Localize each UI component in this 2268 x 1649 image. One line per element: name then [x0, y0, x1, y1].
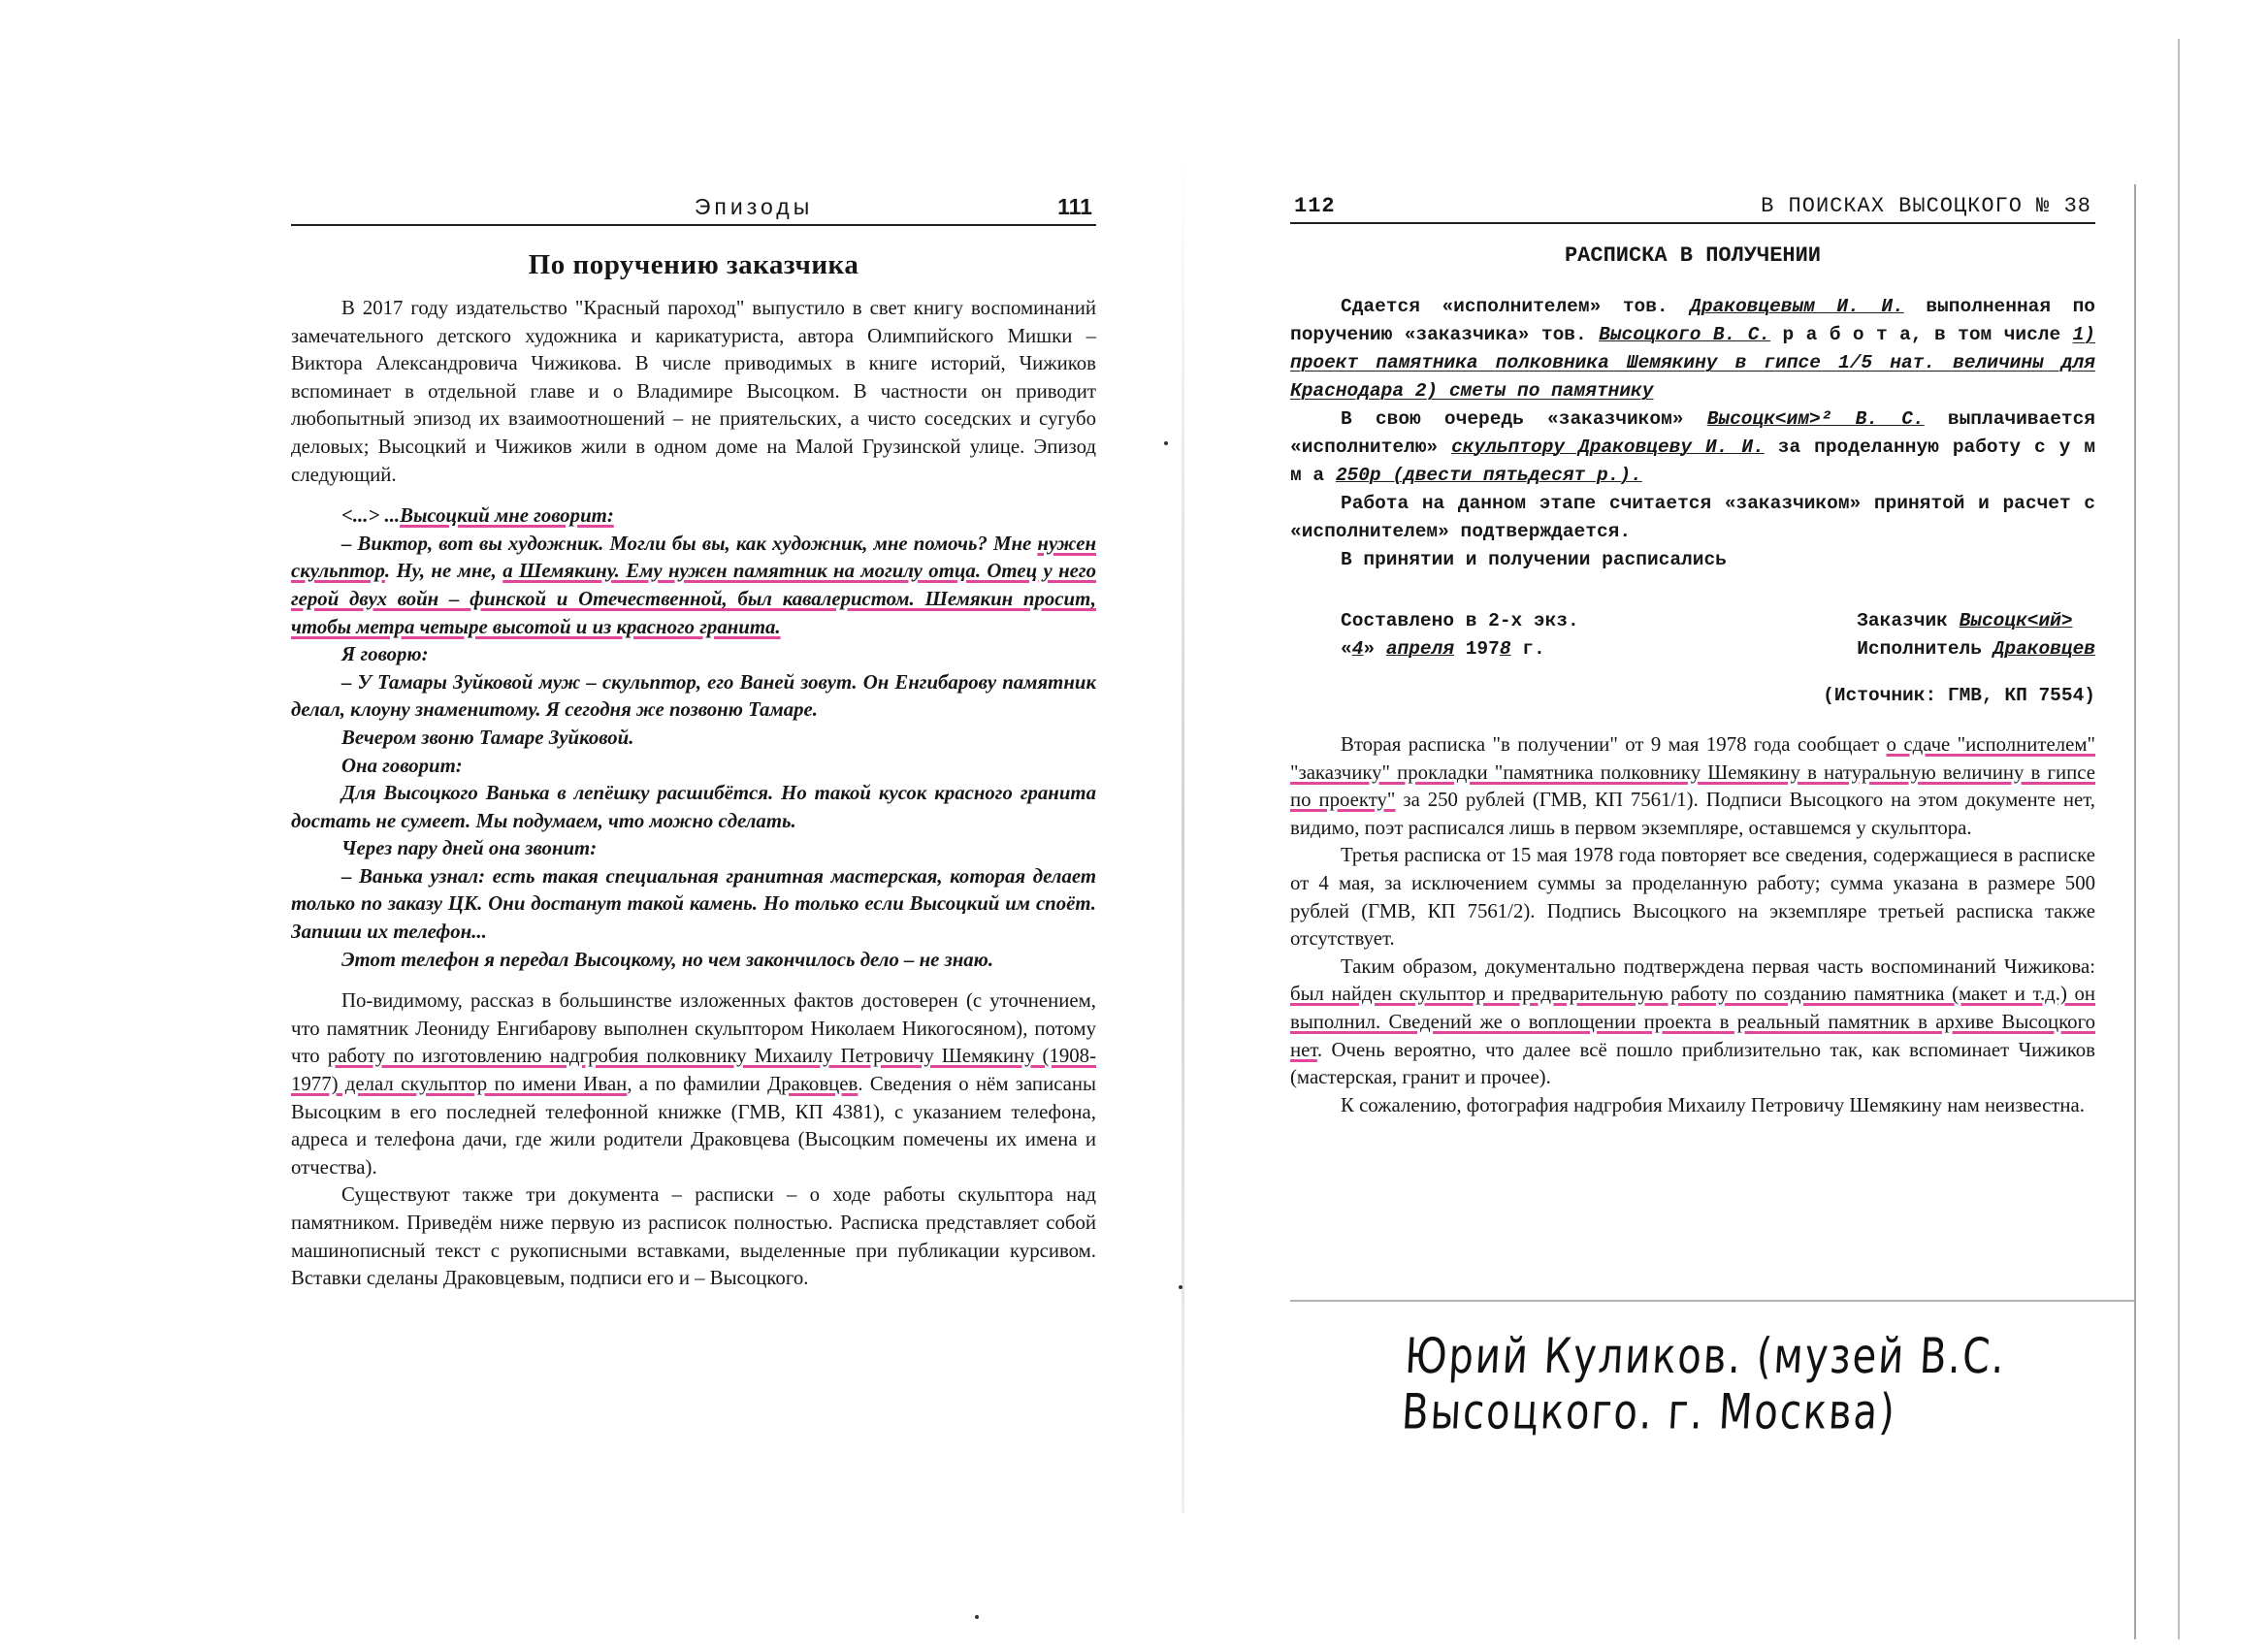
running-title: В ПОИСКАХ ВЫСОЦКОГО № 38 — [1761, 194, 2091, 218]
highlight: Высоцкий мне говорит: — [400, 504, 614, 528]
handwritten-insert: скульптору Драковцеву И. И. — [1451, 436, 1765, 458]
handwritten-insert: 250р (двести пятьдесят р.). — [1335, 465, 1642, 486]
highlight: а Шемякину. Ему нужен памятник на могилу отца. Отец у него герой двух войн – финской и Отечественной, был кавалеристом. Шемякин просит, чтобы метра четыре высотой и из красного гранита. — [291, 560, 1096, 638]
page-number: 112 — [1294, 194, 1336, 218]
receipt-date: «4» апреля 1978 г. — [1341, 638, 1545, 660]
executor-signature: Исполнитель Драковцев — [1857, 638, 2095, 660]
commentary-body — [1290, 731, 2095, 1119]
handwritten-insert: Высоцк<им>² В. С. — [1706, 408, 1925, 430]
highlight: о сдаче "исполнителем" "заказчику" прокладки "памятника полковнику Шемякину в натуральную величину в гипсе по проекту" — [1290, 733, 2095, 812]
highlight: работу по изготовлению надгробия полковнику Михаилу Петровичу Шемякину (1908-1977) делал скульптор по имени Иван — [291, 1045, 1096, 1096]
intro-paragraph: В 2017 году издательство "Красный пароход" выпустило в свет книгу воспоминаний замечательного детского художника и карикатуриста, автора Олимпийского Мишки – Виктора Александровича Чижикова. В числе приводимых в книге историй, Чижиков вспоминает в отдельной главе и о Владимире Высоцком. В частности он приводит любопытный эпизод их взаимоотношений – не приятельских, а чисто соседских и сугубо деловых; Высоцкий и Чижиков жили в одном доме на Малой Грузинской улице. Эпизод следующий. — [291, 297, 1096, 486]
running-header-left — [291, 194, 1096, 226]
handwritten-insert: Драковцевым И. И. — [1690, 296, 1904, 317]
body-paragraph: Третья расписка от 15 мая 1978 года повторяет все сведения, содержащиеся в расписке от 4 мая, за исключением суммы за проделанную работу; сумма указана в размере 500 рублей (ГМВ, КП 7561/2). Подпись Высоцкого на экземпляре третьей расписка также отсутствует. — [1290, 844, 2095, 951]
quote-line: Я говорю: — [341, 643, 429, 666]
source-note: (Источник: ГМВ, КП 7554) — [1823, 685, 2095, 706]
highlight: Драковцев — [767, 1073, 859, 1096]
scan-speck — [1164, 441, 1168, 445]
highlight: нужен скульптор — [291, 532, 1096, 583]
right-page — [1290, 194, 2095, 1310]
receipt-body — [1290, 293, 2095, 574]
body-paragraph: Таким образом, документально подтверждена первая часть воспоминаний Чижикова: был найден скульптор и предварительную работу по созданию памятника (макет и т.д.) он выполнил. Сведений же о воплощении проекта в реальный памятник в архиве Высоцкого нет. Очень вероятно, что далее всё пошло приблизительно так, как вспоминает Чижиков (мастерская, гранит и прочее). — [1290, 954, 2095, 1089]
receipt-paragraph: Сдается «исполнителем» тов. Драковцевым И. И. выполненная по поручению «заказчика» тов. Высоцкого В. С. р а б о т а, в том числе 1) проект памятника полковника Шемякину в гипсе 1/5 нат. величины для Краснодара 2) сметы по памятнику — [1290, 296, 2096, 402]
page-number: 111 — [1057, 194, 1092, 219]
handwritten-insert: Высоцкого В. С. — [1599, 324, 1771, 345]
body-paragraph: По-видимому, рассказ в большинстве изложенных фактов достоверен (с уточнением, что памятник Леониду Енгибарову выполнен скульптором Николаем Никогосяном), потому что работу по изготовлению надгробия полковнику Михаилу Петровичу Шемякину (1908-1977) делал скульптор по имени Иван, а по фамилии Драковцев. Сведения о нём записаны Высоцким в его последней телефонной книжке (ГМВ, КП 4381), с указанием телефона, адреса и телефона дачи, где жили родители Драковцева (Высоцким помечены их имена и отчества). — [291, 989, 1097, 1179]
handwritten-attribution: Юрий Куликов. (музей В.С. Высоцкого. г. Москва) — [1400, 1329, 2008, 1440]
left-page — [291, 194, 1096, 1484]
quote-line: – Ванька узнал: есть такая специальная гранитная мастерская, которая делает только по заказу ЦК. Они достанут такой камень. Но только если Высоцкий им споёт. Запиши их телефон... — [291, 864, 1096, 944]
highlight: был найден скульптор и предварительную работу по созданию памятника (макет и т.д.) он выполнил. Сведений же о воплощении проекта в реальный памятник в архиве Высоцкого нет — [1290, 983, 2095, 1061]
quote-line: Вечером звоню Тамаре Зуйковой. — [341, 726, 634, 749]
quote-line: Через пару дней она звонит: — [341, 837, 598, 860]
article-title: По поручению заказчика — [528, 249, 859, 280]
quote-line: – У Тамары Зуйковой муж – скульптор, его Ваней зовут. Он Енгибарову памятник делал, клоуну знаменитому. Я сегодня же позвоню Тамаре. — [291, 670, 1096, 722]
quote-line: Она говорит: — [341, 754, 463, 777]
receipt-paragraph: В принятии и получении расписались — [1341, 549, 1727, 570]
handwritten-insert: 1) проект памятника полковника Шемякину в гипсе 1/5 нат. величины для Краснодара 2) сметы по памятнику — [1290, 324, 2096, 402]
quote-line: Этот телефон я передал Высоцкому, но чем закончилось дело – не знаю. — [341, 948, 994, 971]
page-gutter — [1182, 155, 1184, 1513]
receipt-paragraph: Работа на данном этапе считается «заказчиком» принятой и расчет с «исполнителем» подтверждается. — [1290, 493, 2095, 542]
signatures — [1857, 607, 2095, 663]
running-header-right — [1290, 194, 2095, 224]
article-body — [291, 295, 1096, 1293]
body-paragraph: Существуют также три документа – расписки – о ходе работы скульптора над памятником. Приведём ниже первую из расписок полностью. Расписка представляет собой машинописный текст с рукописными вставками, выделенные при публикации курсивом. Вставки сделаны Драковцевым, подписи его и – Высоцкого. — [291, 1183, 1096, 1290]
customer-signature: Заказчик Высоцк<ий> — [1857, 610, 2073, 631]
body-paragraph: Вторая расписка "в получении" от 9 мая 1978 года сообщает о сдаче "исполнителем" "заказчику" прокладки "памятника полковнику Шемякину в натуральную величину в гипсе по проекту" за 250 рублей (ГМВ, КП 7561/1). Подписи Высоцкого на этом документе нет, видимо, поэт расписался лишь в первом экземпляре, оставшемся у скульптора. — [1290, 733, 2096, 839]
receipt-title: РАСПИСКА В ПОЛУЧЕНИИ — [1564, 243, 1822, 268]
compiled-info: Составлено в 2-х экз. «4» апреля 1978 г. — [1341, 607, 1579, 663]
receipt-paragraph: В свою очередь «заказчиком» Высоцк<им>² В. С. выплачивается «исполнителю» скульптору Драковцеву И. И. за проделанную работу с у м м а 250р (двести пятьдесят р.). — [1290, 408, 2096, 486]
running-title: Эпизоды — [694, 194, 814, 219]
body-paragraph: К сожалению, фотография надгробия Михаилу Петровичу Шемякину нам неизвестна. — [1341, 1093, 2085, 1116]
quote-line: Для Высоцкого Ванька в лепёшку расшибётся. Но такой кусок красного гранита достать не сумеет. Мы подумаем, что можно сделать. — [291, 782, 1096, 832]
quote-line: – Виктор, вот вы художник. Могли бы вы, как художник, мне помочь? Мне нужен скульптор. Ну, не мне, а Шемякину. Ему нужен памятник на могилу отца. Отец у него герой двух войн – финской и Отечественной, был кавалеристом. Шемякин просит, чтобы метра четыре высотой и из красного гранита. — [291, 532, 1096, 638]
scan-speck — [975, 1615, 979, 1619]
signature-block — [1290, 607, 2095, 663]
scan-speck — [1179, 1285, 1183, 1289]
quote-line: <...> ...Высоцкий мне говорит: — [341, 504, 614, 528]
